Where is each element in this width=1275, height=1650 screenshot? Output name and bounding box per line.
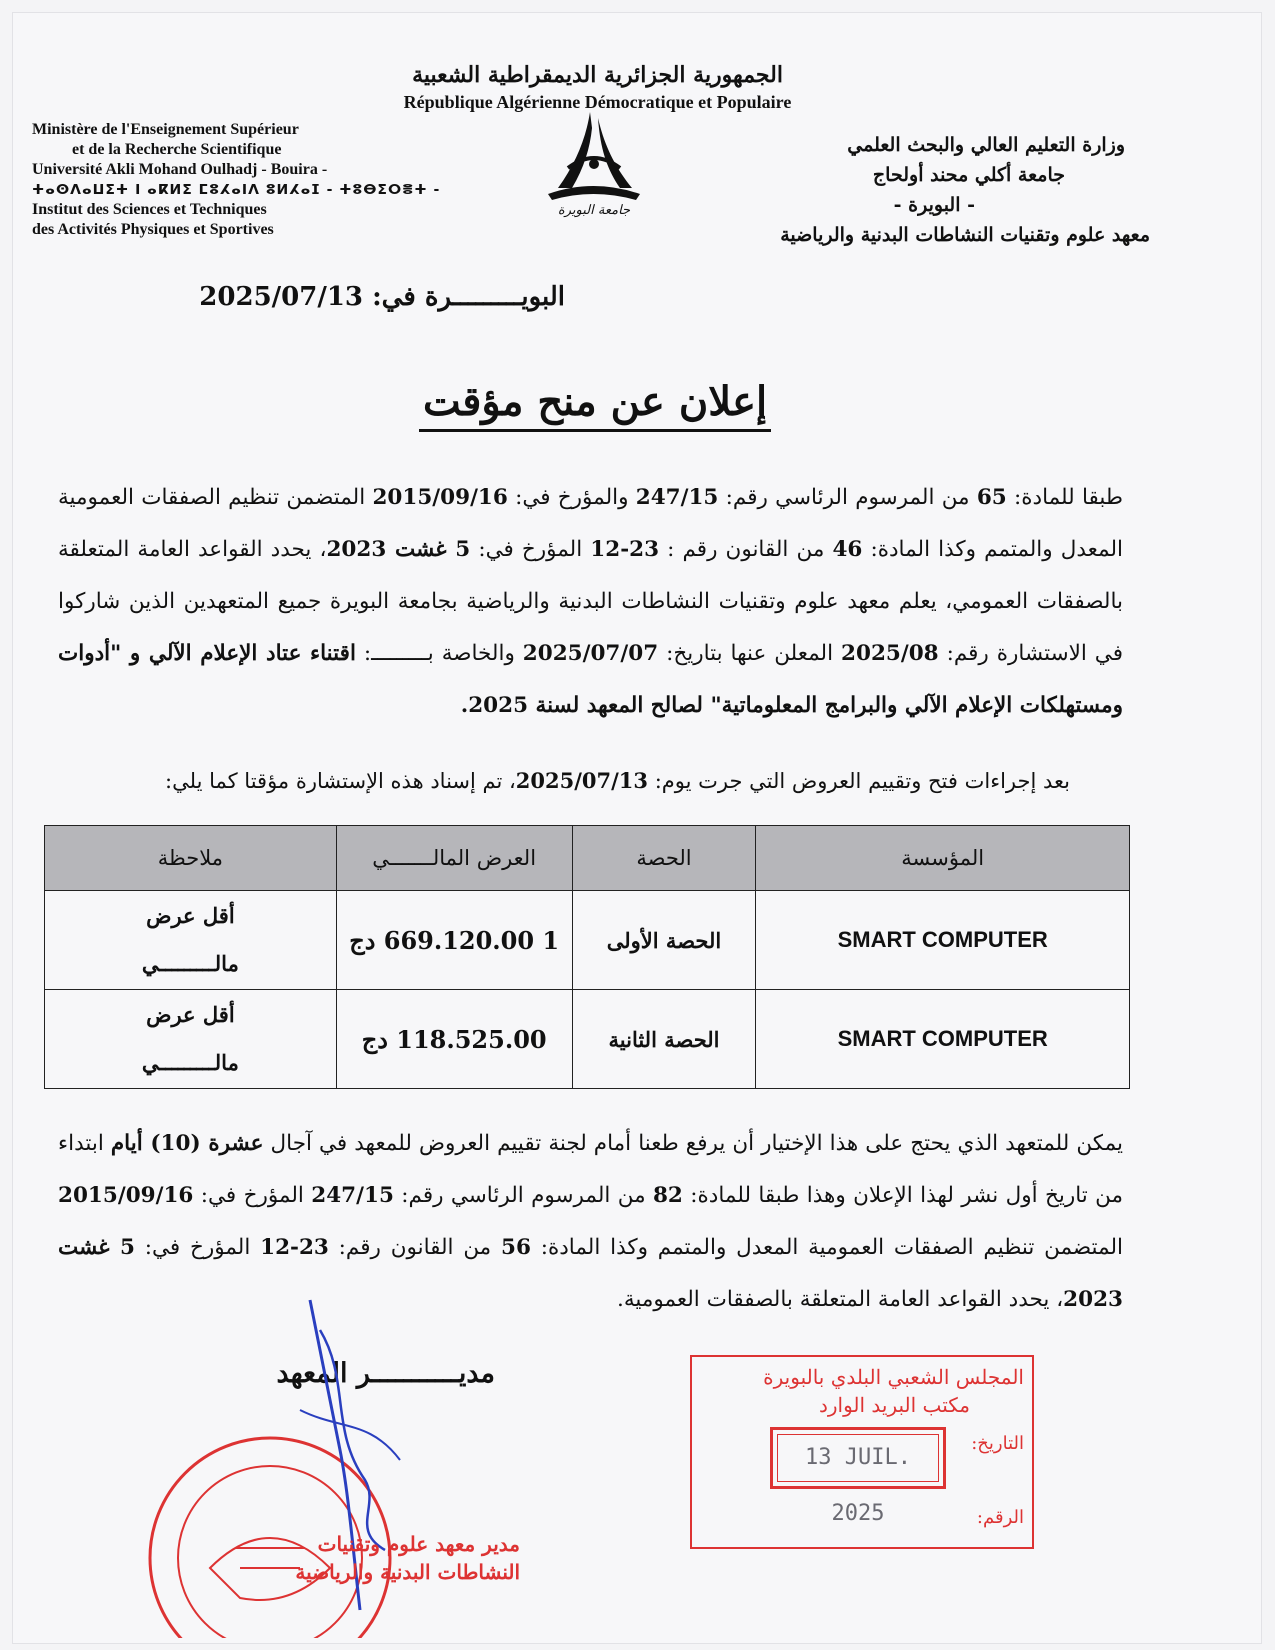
incoming-mail-stamp xyxy=(690,1355,1034,1549)
institute-line-1: Institut des Sciences et Techniques xyxy=(32,201,267,218)
document-title-text: إعلان عن منح مؤقت xyxy=(419,378,771,432)
stamp-date-label: التاريخ: xyxy=(971,1433,1024,1454)
header-left-block xyxy=(32,120,452,240)
cell-note: أقل عرض مالـــــــــي xyxy=(45,990,337,1089)
cell-amount: 118.525.00 دج xyxy=(336,990,572,1089)
cell-amount: 1 669.120.00 دج xyxy=(336,891,572,990)
ministry-line-2: et de la Recherche Scientifique xyxy=(72,141,282,158)
republic-title-fr: République Algérienne Démocratique et Populaire xyxy=(403,92,792,112)
evaluation-intro: بعد إجراءات فتح وتقييم العروض التي جرت يوم: 2025/07/13، تم إسناد هذه الإستشارة مؤقتا كما يلي: xyxy=(165,768,1070,793)
header-lot: الحصة xyxy=(572,826,756,891)
stamp-line-municipality: المجلس الشعبي البلدي بالبويرة xyxy=(763,1365,1024,1389)
header-institution: المؤسسة xyxy=(756,826,1130,891)
ministry-line-1: Ministère de l'Enseignement Supérieur xyxy=(32,121,299,138)
cell-institution: SMART COMPUTER xyxy=(756,990,1130,1089)
city-ar: - البويرة - xyxy=(893,194,975,216)
table-header-row xyxy=(45,826,1130,891)
ministry-ar: وزارة التعليم العالي والبحث العلمي xyxy=(847,134,1125,156)
document-date: البويـــــــــرة في: 2025/07/13 xyxy=(199,282,565,312)
republic-title-ar: الجمهورية الجزائرية الديمقراطية الشعبية xyxy=(412,62,783,88)
document-title xyxy=(0,378,1190,425)
cell-lot: الحصة الأولى xyxy=(572,891,756,990)
stamp-line-office: مكتب البريد الوارد xyxy=(818,1393,970,1417)
university-ar: جامعة أكلي محند أولحاج xyxy=(872,164,1065,186)
university-logo xyxy=(528,108,658,218)
director-signature-label: مديـــــــــــر المعهد xyxy=(276,1358,495,1389)
university-line: Université Akli Mohand Oulhadj - Bouira - xyxy=(32,161,328,178)
appeal-paragraph: يمكن للمتعهد الذي يحتج على هذا الإختيار أن يرفع طعنا أمام لجنة تقييم العروض للمعهد في آجال عشرة (10) أيام ابتداء من تاريخ أول نشر لهذا الإعلان وهذا طبقا للمادة: 82 من المرسوم الرئاسي رقم: 247/15 المؤرخ في: 2015/09/16 المتضمن تنظيم الصفقات العمومية المعدل والمتمم وكذا المادة: 56 من القانون رقم: 23-12 المؤرخ في: 5 غشت 2023، يحدد القواعد العامة المتعلقة بالصفقات العمومية. xyxy=(58,1131,1124,1312)
cell-institution: SMART COMPUTER xyxy=(756,891,1130,990)
logo-caption: جامعة البويرة xyxy=(557,203,631,218)
table-row xyxy=(45,990,1130,1089)
seal-caption: مدير معهد علوم وتقنيات النشاطات البدنية والرياضية xyxy=(295,1532,520,1584)
university-line-tifinagh: ⵜⴰⵙⴷⴰⵡⵉⵜ ⵏ ⴰⴽⵍⵉ ⵎⵓⵃⴰⵏⴷ ⵓⵍⵃⴰⵊ - ⵜⵓⴱⵉⵔⴻⵜ - xyxy=(32,182,441,198)
announcement-paragraph-1: طبقا للمادة: 65 من المرسوم الرئاسي رقم: 247/15 والمؤرخ في: 2015/09/16 المتضمن تنظيم الصفقات العمومية المعدل والمتمم وكذا المادة: 46 من القانون رقم : 23-12 المؤرخ في: 5 غشت 2023، يحدد القواعد العامة المتعلقة بالصفقات العمومي، يعلم معهد علوم وتقنيات النشاطات البدنية والرياضية بجامعة البويرة جميع المتعهدين الذين شاركوا في الاستشارة رقم: 2025/08 المعلن عنها بتاريخ: 2025/07/07 والخاصة بـــــــــ: اقتناء عتاد الإعلام الآلي و "أدوات ومستهلكات الإعلام الآلي والبرامج المعلوماتية" لصالح المعهد لسنة 2025. xyxy=(58,485,1123,718)
cell-lot: الحصة الثانية xyxy=(572,990,756,1089)
institute-ar: معهد علوم وتقنيات النشاطات البدنية والرياضية xyxy=(780,224,1150,246)
header-right-block xyxy=(645,130,1150,250)
award-table xyxy=(44,825,1130,1089)
stamp-number-label: الرقم: xyxy=(976,1507,1024,1528)
stamp-date-value: 13 JUIL. 2025 xyxy=(805,1445,911,1526)
header-financial-offer: العرض المالـــــــي xyxy=(336,826,572,891)
stamp-date-box xyxy=(770,1427,946,1526)
institute-line-2: des Activités Physiques et Sportives xyxy=(32,221,274,238)
header-note: ملاحظة xyxy=(45,826,337,891)
cell-note: أقل عرض مالـــــــــي xyxy=(45,891,337,990)
table-row xyxy=(45,891,1130,990)
